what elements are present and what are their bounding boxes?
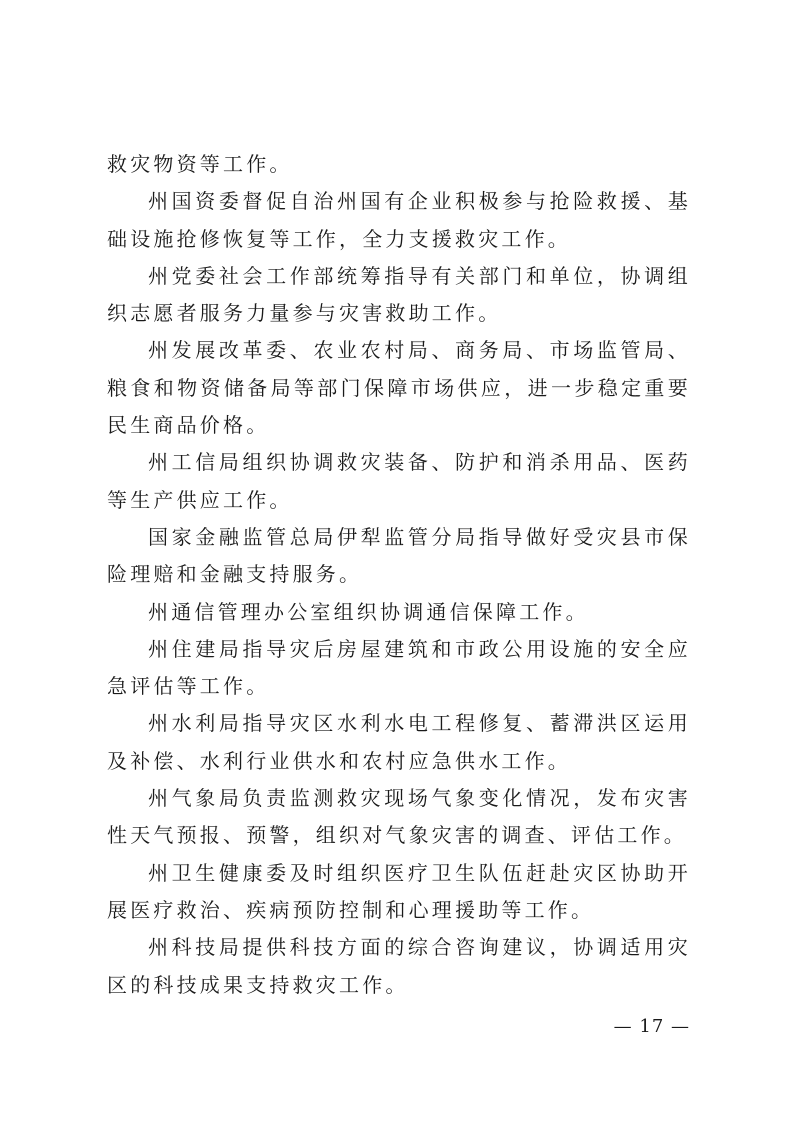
- paragraph-housing-construction: 州住建局指导灾后房屋建筑和市政公用设施的安全应急评估等工作。: [107, 636, 691, 699]
- paragraph-health: 州卫生健康委及时组织医疗卫生队伍赶赴灾区协助开展医疗救治、疾病预防控制和心理援助等工作。: [107, 860, 691, 922]
- page-number: — 17 —: [613, 1016, 690, 1037]
- paragraph-industry-info: 州工信局组织协调救灾装备、防护和消杀用品、医药等生产供应工作。: [107, 450, 691, 512]
- paragraph-social-work-dept: 州党委社会工作部统筹指导有关部门和单位，协调组织志愿者服务力量参与灾害救助工作。: [107, 263, 691, 326]
- paragraph-sasac: 州国资委督促自治州国有企业积极参与抢险救援、基础设施抢修恢复等工作，全力支援救灾工作。: [107, 189, 691, 251]
- paragraph-development-reform: 州发展改革委、农业农村局、商务局、市场监管局、粮食和物资储备局等部门保障市场供应，进一步稳定重要民生商品价格。: [107, 338, 691, 438]
- paragraph-continuation: 救灾物资等工作。: [107, 152, 293, 176]
- paragraph-financial-regulation: 国家金融监管总局伊犁监管分局指导做好受灾县市保险理赔和金融支持服务。: [107, 524, 691, 587]
- paragraph-water-resources: 州水利局指导灾区水利水电工程修复、蓄滞洪区运用及补偿、水利行业供水和农村应急供水工作。: [107, 711, 691, 773]
- paragraph-communications: 州通信管理办公室组织协调通信保障工作。: [148, 599, 589, 624]
- document-body: [107, 146, 691, 1004]
- paragraph-meteorology: 州气象局负责监测救灾现场气象变化情况，发布灾害性天气预报、预警，组织对气象灾害的调查、评估工作。: [107, 786, 691, 848]
- paragraph-science-tech: 州科技局提供科技方面的综合咨询建议，协调适用灾区的科技成果支持救灾工作。: [107, 935, 691, 997]
